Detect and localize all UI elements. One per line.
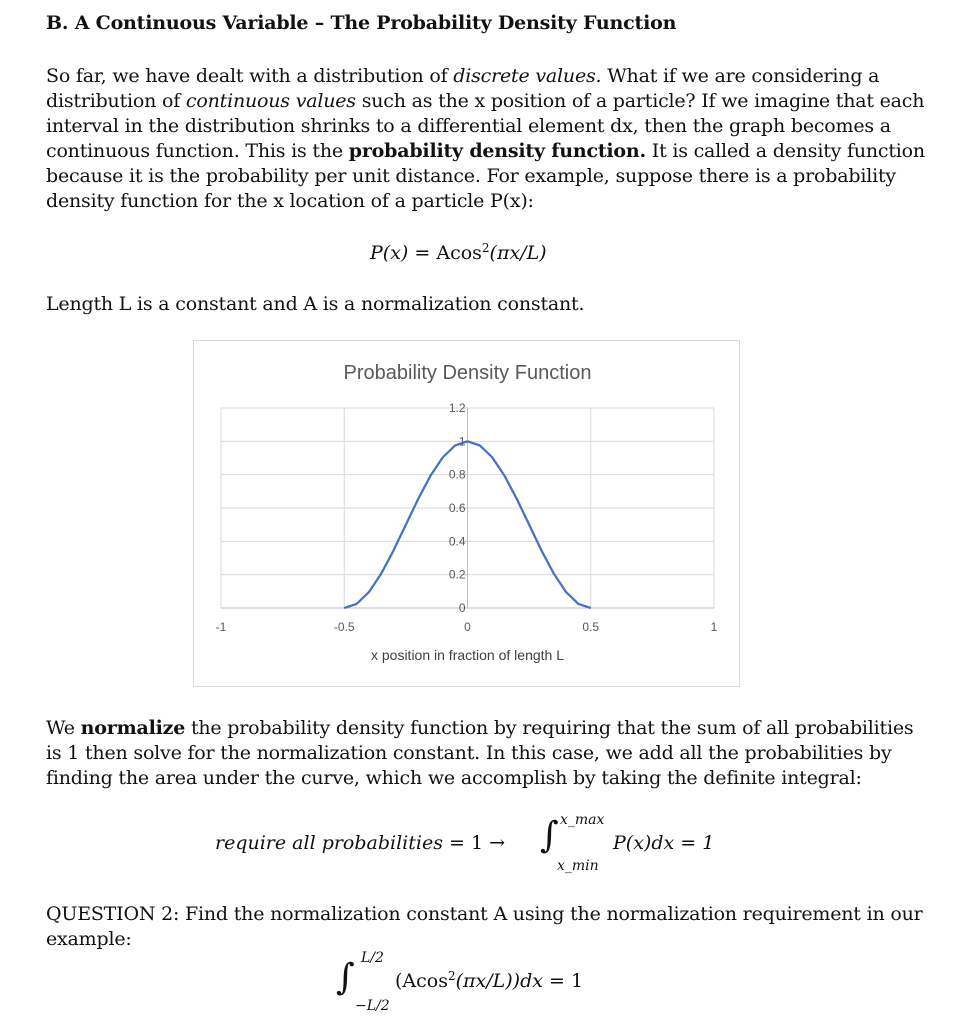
normalize-paragraph: We normalize the probability density function by requiring that the sum of all probabilities is 1 then solve for the normalization constant. In this case, we add all the probabilities by finding the area under the curve, which we accomplish by taking the definite integral:	[46, 717, 914, 789]
pdf-equation: P(x) = Acos$^2$(πx/L)	[370, 241, 547, 264]
section-heading: B. A Continuous Variable – The Probability Density Function	[46, 12, 677, 34]
y-tick-label: 0.8	[448, 467, 466, 482]
question-2: QUESTION 2: Find the normalization constant A using the normalization requirement in our example:	[46, 903, 923, 950]
x-tick-label: 0.5	[582, 620, 600, 634]
integral-2-upper-limit: L/2	[361, 950, 384, 966]
integral-2-body: (Acos$^2$(πx/L))dx = 1	[395, 969, 584, 992]
intro-paragraph: So far, we have dealt with a distribution of discrete values. What if we are considering a distribution of continuous values such as the x position of a particle? If we imagine that each interval in the distribution shrinks to a differential element dx, then the graph becomes a continuous function. This is the probability density function. It is called a density function because it is the probability per unit distance. For example, suppose there is a probability density function for the x location of a particle P(x):	[46, 65, 925, 212]
y-tick-label: 1.2	[448, 401, 466, 415]
pdf-chart	[193, 340, 740, 687]
integral-body: P(x)dx = 1	[613, 832, 715, 854]
bold-normalize: normalize	[80, 717, 186, 739]
integral-sign-2: ∫	[336, 957, 355, 998]
constants-note: Length L is a constant and A is a normalization constant.	[46, 293, 585, 315]
integral-upper-limit: x_max	[560, 812, 605, 828]
normalization-rule: require all probabilities = 1 →	[215, 832, 506, 854]
integral-sign: ∫	[540, 815, 559, 856]
x-axis-label: x position in fraction of length L	[370, 647, 565, 663]
x-tick-label: 1	[710, 620, 718, 634]
chart-title: Probability Density Function	[343, 362, 592, 384]
y-tick-label: 0.6	[448, 501, 466, 515]
x-tick-label: 0	[464, 620, 471, 634]
pdf-chart-svg	[194, 341, 739, 686]
bold-pdf: probability density function.	[348, 140, 646, 162]
y-tick-label: 0	[458, 601, 466, 615]
integral-lower-limit: x_min	[557, 858, 599, 874]
y-tick-label: 0.2	[448, 567, 466, 582]
integral-2-lower-limit: −L/2	[355, 998, 390, 1014]
emphasis-discrete: discrete values.	[453, 65, 602, 87]
y-tick-label: 1	[458, 434, 466, 449]
x-tick-label: -1	[215, 620, 227, 634]
y-tick-label: 0.4	[448, 534, 466, 549]
x-tick-label: -0.5	[333, 620, 355, 634]
emphasis-continuous: continuous values	[185, 90, 356, 112]
